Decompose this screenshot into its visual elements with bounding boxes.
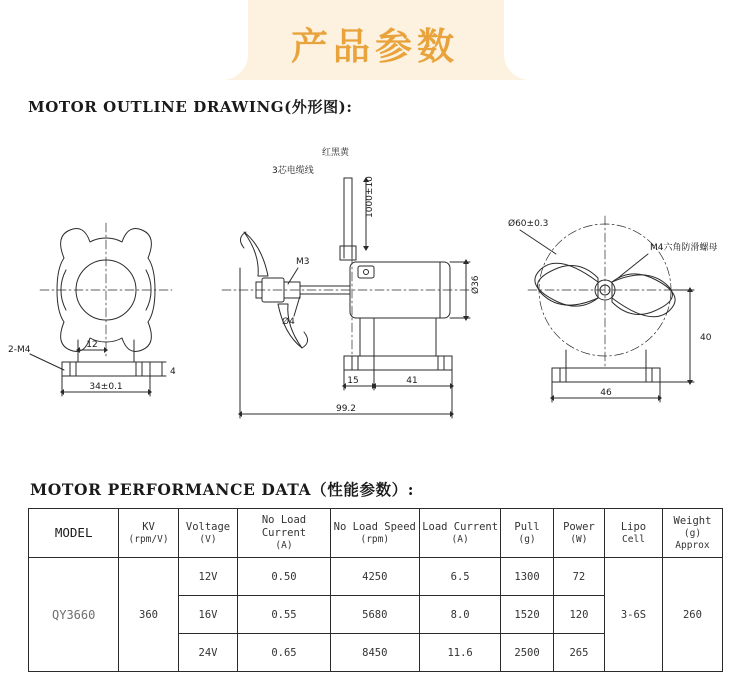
col-no-load-speed: No Load Speed (rpm) [330, 509, 419, 558]
cell-load-current: 8.0 [419, 596, 500, 634]
col-no-load-current: No Load Current (A) [238, 509, 330, 558]
cell-voltage: 12V [178, 558, 238, 596]
col-voltage: Voltage (V) [178, 509, 238, 558]
label-cable-type: 3芯电缆线 [272, 166, 314, 176]
cell-no-load-current: 0.65 [238, 634, 330, 672]
label-prop-dia: Ø60±0.3 [508, 219, 549, 229]
label-cable-length: 1000±10 [365, 176, 375, 218]
cell-pull: 2500 [501, 634, 553, 672]
cell-load-current: 11.6 [419, 634, 500, 672]
label-body-dia: Ø36 [471, 275, 481, 294]
cell-model: QY3660 [29, 558, 119, 672]
cell-pull: 1520 [501, 596, 553, 634]
cell-no-load-speed: 8450 [330, 634, 419, 672]
col-weight: Weight (g) Approx [662, 509, 722, 558]
label-shaft-thread: M3 [296, 257, 310, 267]
table-header-row [29, 509, 723, 558]
dim-99-2: 99.2 [335, 404, 357, 414]
motor-outline-drawing [0, 118, 750, 458]
cell-load-current: 6.5 [419, 558, 500, 596]
cell-no-load-speed: 4250 [330, 558, 419, 596]
col-model: MODEL [29, 509, 119, 558]
cell-lipo-cell: 3-6S [605, 558, 663, 672]
label-shaft-dia: Ø4 [282, 317, 295, 327]
dim-34: 34±0.1 [89, 382, 123, 392]
dim-4: 4 [170, 367, 176, 377]
cell-no-load-speed: 5680 [330, 596, 419, 634]
col-lipo-cell: Lipo Cell [605, 509, 663, 558]
page-banner [0, 0, 750, 80]
col-kv: KV (rpm/V) [119, 509, 178, 558]
cell-voltage: 24V [178, 634, 238, 672]
label-nut: M4六角防滑螺母 [650, 243, 718, 253]
page-title: 产品参数 [291, 25, 459, 68]
cell-power: 265 [553, 634, 604, 672]
label-mount-holes: 2-M4 [8, 345, 31, 355]
cell-weight: 260 [662, 558, 722, 672]
cell-voltage: 16V [178, 596, 238, 634]
cell-no-load-current: 0.50 [238, 558, 330, 596]
dim-46: 46 [600, 388, 612, 398]
cell-pull: 1300 [501, 558, 553, 596]
performance-table-wrapper [28, 508, 723, 672]
col-power: Power (W) [553, 509, 604, 558]
cell-power: 120 [553, 596, 604, 634]
dim-41: 41 [406, 376, 418, 386]
cell-no-load-current: 0.55 [238, 596, 330, 634]
table-row [29, 558, 723, 596]
dim-12: 12 [86, 340, 98, 350]
table-body [29, 558, 723, 672]
cell-power: 72 [553, 558, 604, 596]
table-head [29, 509, 723, 558]
motor-performance-table [28, 508, 723, 672]
outline-drawing-heading: MOTOR OUTLINE DRAWING(外形图): [28, 98, 353, 116]
dim-40: 40 [700, 333, 712, 343]
cell-kv: 360 [119, 558, 178, 672]
col-pull: Pull (g) [501, 509, 553, 558]
label-cable-colors: 红黑黄 [322, 148, 350, 158]
dim-15: 15 [347, 376, 359, 386]
col-load-current: Load Current (A) [419, 509, 500, 558]
performance-data-heading: MOTOR PERFORMANCE DATA（性能参数）: [30, 480, 415, 499]
